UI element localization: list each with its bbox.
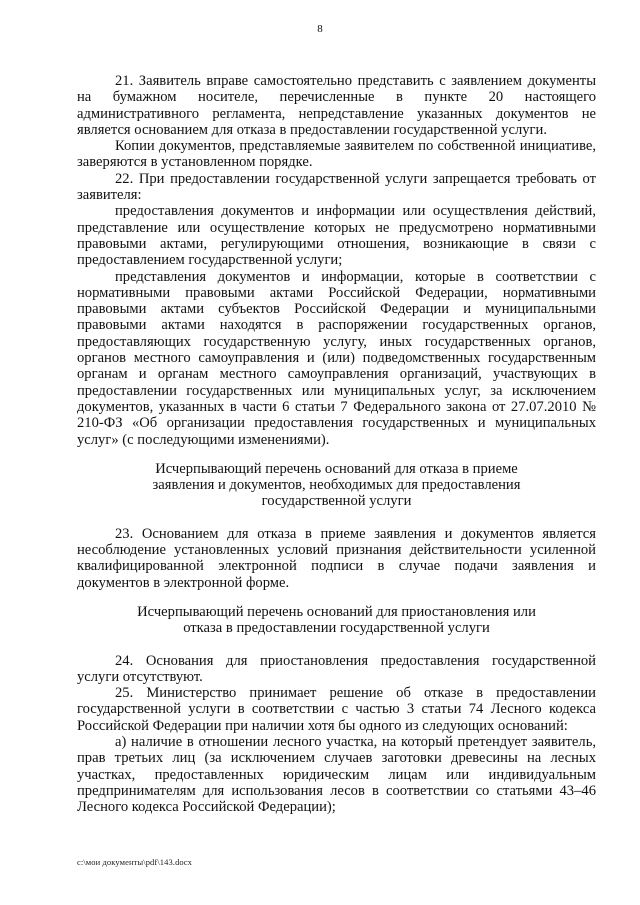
page-number: 8	[317, 23, 323, 35]
paragraph-copies: Копии документов, представляемые заявителем по собственной инициативе, заверяются в установленном порядке.	[77, 138, 596, 171]
paragraph-24: 24. Основания для приостановления предоставления государственной услуги отсутствуют.	[77, 652, 596, 685]
spacer	[77, 448, 596, 461]
document-body	[77, 73, 596, 815]
spacer	[77, 637, 596, 653]
section-heading-refusal-acceptance: Исчерпывающий перечень оснований для отказа в приеме заявления и документов, необходимых для предоставления государственной услуги	[152, 460, 521, 510]
paragraph-22-item-1: предоставления документов и информации или осуществления действий, представление или осуществление которых не предусмотрено нормативными правовыми актами, регулирующими отношения, возникающие в связи с предоставлением государственной услуги;	[77, 203, 596, 269]
paragraph-25-item-a: а) наличие в отношении лесного участка, на который претендует заявитель, прав третьих лиц (за исключением случаев заготовки древесины на лесных участках, предоставленных юридическим лицам или индивидуальным предпринимателям для использования лесов в соответствии со статьями 43–46 Лесного кодекса Российской Федерации);	[77, 733, 596, 816]
paragraph-22-item-2: представления документов и информации, которые в соответствии с нормативными правовыми актами Российской Федерации, нормативными правовыми актами субъектов Российской Федерации и муниципальными правовыми актами находятся в распоряжении государственных органов, предоставляющих государственную услугу, иных государственных органов, органов местного самоуправления и (или) подведомственных государственным органам и органам местного самоуправления организаций, участвующих в предоставлении государственных или муниципальных услуг, за исключением документов, указанных в части 6 статьи 7 Федерального закона от 27.07.2010 № 210-ФЗ «Об организации предоставления государственных и муниципальных услуг» (с последующими изменениями).	[77, 268, 596, 448]
paragraph-21: 21. Заявитель вправе самостоятельно представить с заявлением документы на бумажном носителе, перечисленные в пункте 20 настоящего административного регламента, непредставление указанных документов не является основанием для отказа в предоставлении государственной услуги.	[77, 73, 596, 138]
spacer	[77, 510, 596, 526]
paragraph-23: 23. Основанием для отказа в приеме заявления и документов является несоблюдение установленных условий признания действительности усиленной квалифицированной электронной подписи в случае подачи заявления и документов в электронной форме.	[77, 525, 596, 591]
spacer	[77, 591, 596, 604]
footer-file-path: c:\мои документы\pdf\143.docx	[77, 857, 192, 867]
paragraph-22: 22. При предоставлении государственной услуги запрещается требовать от заявителя:	[77, 170, 596, 204]
section-heading-suspension-refusal: Исчерпывающий перечень оснований для приостановления или отказа в предоставлении государственной услуги	[137, 603, 536, 637]
paragraph-25: 25. Министерство принимает решение об отказе в предоставлении государственной услуги в соответствии с частью 3 статьи 74 Лесного кодекса Российской Федерации при наличии хотя бы одного из следующих оснований:	[77, 685, 596, 734]
